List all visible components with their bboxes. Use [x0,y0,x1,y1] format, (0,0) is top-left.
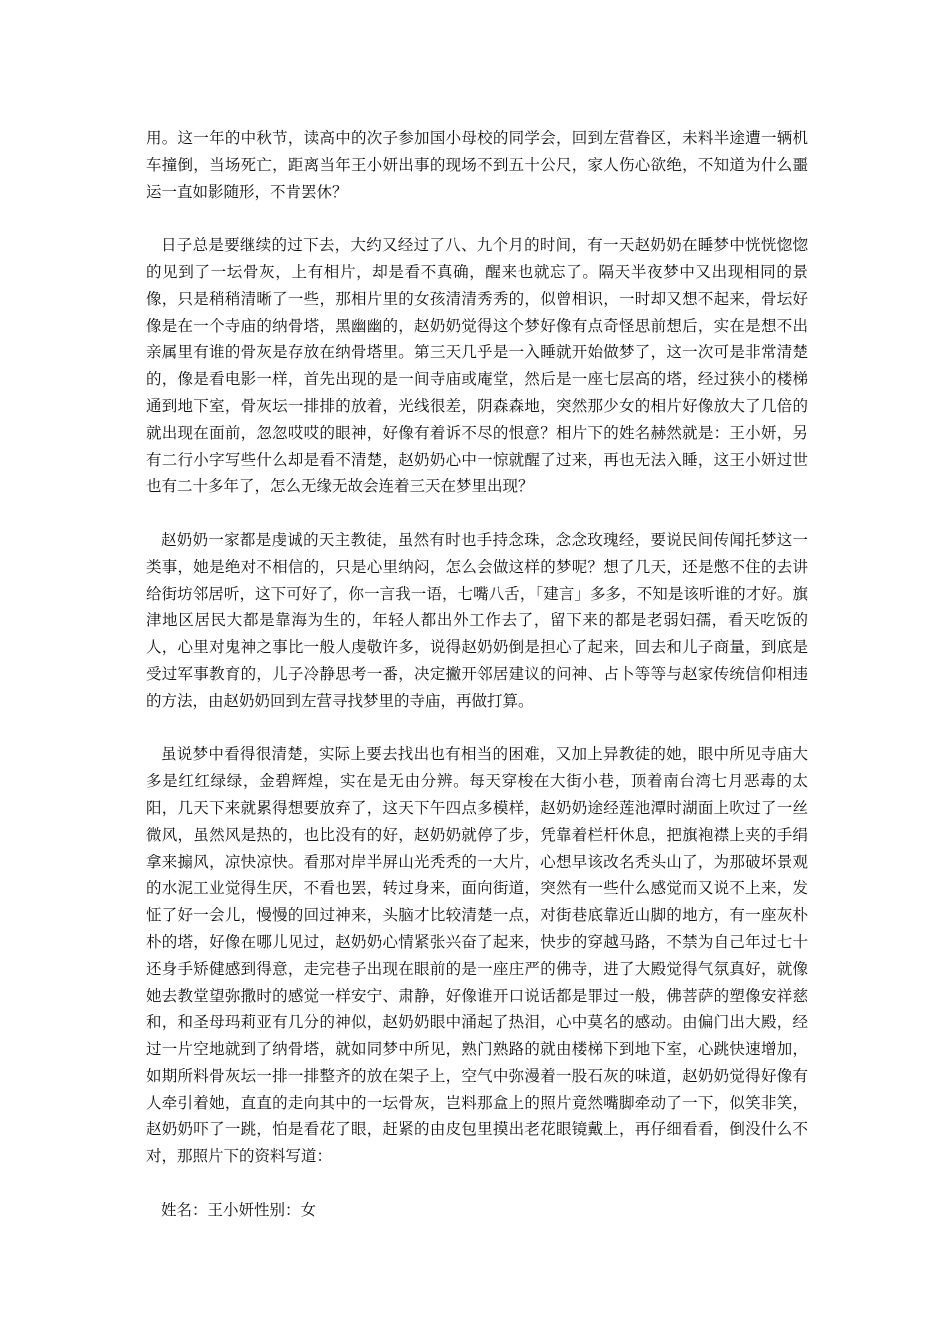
paragraph-3: 赵奶奶一家都是虔诚的天主教徒，虽然有时也手持念珠，念念玫瑰经，要说民间传闻托梦这一类事，她是绝对不相信的，只是心里纳闷，怎么会做这样的梦呢？想了几天，还是憋不住的去讲给街坊邻居听，这下可好了，你一言我一语，七嘴八舌，「建言」多多，不知是该听谁的才好。旗津地区居民大都是靠海为生的，年轻人都出外工作去了，留下来的都是老弱妇孺，看天吃饭的人，心里对鬼神之事比一般人虔敬许多，说得赵奶奶倒是担心了起来，回去和儿子商量，到底是受过军事教育的，儿子冷静思考一番，决定撇开邻居建议的问神、占卜等等与赵家传统信仰相违的方法，由赵奶奶回到左营寻找梦里的寺庙，再做打算。 [146,530,808,710]
paragraph-5: 姓名：王小妍性别：女 [161,1200,317,1219]
paragraph-1: 用。这一年的中秋节，读高中的次子参加国小母校的同学会，回到左营眷区，未料半途遭一辆机车撞倒，当场死亡，距离当年王小妍出事的现场不到五十公尺，家人伤心欲绝，不知道为什么噩运一直如影随形，不肯罢休？ [146,129,808,201]
paragraph-4: 虽说梦中看得很清楚，实际上要去找出也有相当的困难，又加上异教徒的她，眼中所见寺庙大多是红红绿绿，金碧辉煌，实在是无由分辨。每天穿梭在大街小巷，顶着南台湾七月恶毒的太阳，几天下来就累得想要放弃了，这天下午四点多模样，赵奶奶途经莲池潭时湖面上吹过了一丝微风，虽然风是热的，也比没有的好，赵奶奶就停了步，凭靠着栏杆休息，把旗袍襟上夹的手绢拿来搧风，凉快凉快。看那对岸半屏山光秃秃的一大片，心想早该改名秃头山了，为那破坏景观的水泥工业觉得生厌，不看也罢，转过身来，面向街道，突然有一些什么感觉而又说不上来，发怔了好一会儿，慢慢的回过神来，头脑才比较清楚一点，对街巷底靠近山脚的地方，有一座灰朴朴的塔，好像在哪儿见过，赵奶奶心情紧张兴奋了起来，快步的穿越马路，不禁为自己年过七十还身手矫健感到得意，走完巷子出现在眼前的是一座庄严的佛寺，进了大殿觉得气氛真好，就像她去教堂望弥撒时的感觉一样安宁、肃静，好像谁开口说话都是罪过一般，佛菩萨的塑像安祥慈和，和圣母玛莉亚有几分的神似，赵奶奶眼中涌起了热泪，心中莫名的感动。由偏门出大殿，经过一片空地就到了纳骨塔，就如同梦中所见，熟门熟路的就由楼梯下到地下室，心跳快速增加，如期所料骨灰坛一排一排整齐的放在架子上，空气中弥漫着一股石灰的味道，赵奶奶觉得好像有人牵引着她，直直的走向其中的一坛骨灰，岂料那盒上的照片竟然嘴脚牵动了一下，似笑非笑，赵奶奶吓了一跳，怕是看花了眼，赶紧的由皮包里摸出老花眼镜戴上，再仔细看看，倒没什么不对，那照片下的资料写道： [146,745,808,1166]
paragraph-2: 日子总是要继续的过下去，大约又经过了八、九个月的时间，有一天赵奶奶在睡梦中恍恍惚惚的见到了一坛骨灰，上有相片，却是看不真确，醒来也就忘了。隔天半夜梦中又出现相同的景像，只是稍稍清晰了一些，那相片里的女孩清清秀秀的，似曾相识，一时却又想不起来，骨坛好像是在一个寺庙的纳骨塔，黑幽幽的，赵奶奶觉得这个梦好像有点奇怪思前想后，实在是想不出亲属里有谁的骨灰是存放在纳骨塔里。第三天几乎是一入睡就开始做梦了，这一次可是非常清楚的，像是看电影一样，首先出现的是一间寺庙或庵堂，然后是一座七层高的塔，经过狭小的楼梯通到地下室，骨灰坛一排排的放着，光线很差，阴森森地，突然那少女的相片好像放大了几倍的就出现在面前，忽忽哎哎的眼神，好像有着诉不尽的恨意？相片下的姓名赫然就是：王小妍，另有二行小字写些什么却是看不清楚，赵奶奶心中一惊就醒了过来，再也无法入睡，这王小妍过世也有二十多年了，怎么无缘无故会连着三天在梦里出现？ [146,236,808,496]
document-page [146,125,808,1250]
